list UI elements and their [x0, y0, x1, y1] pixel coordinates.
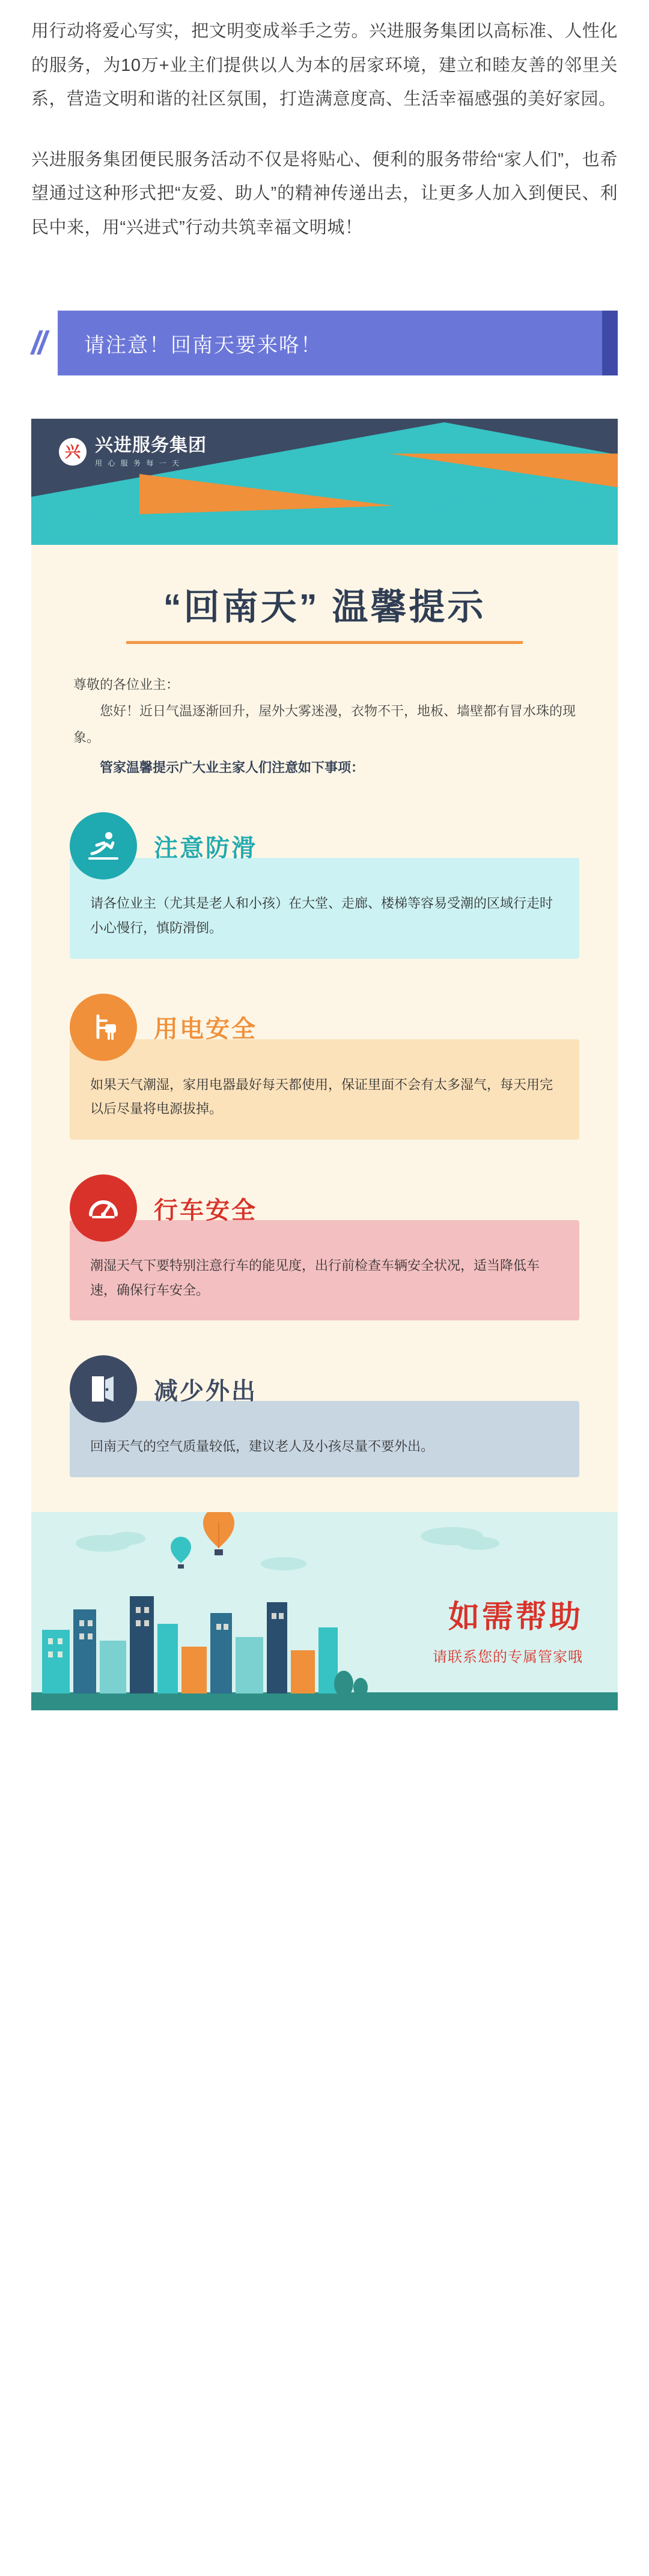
speedometer-icon	[70, 1174, 137, 1242]
tip-title: 行车安全	[154, 1197, 257, 1224]
poster-banner	[31, 419, 618, 545]
hot-air-balloon-small-icon	[171, 1537, 191, 1569]
slash-decoration: //	[31, 325, 45, 362]
tip-title: 用电安全	[154, 1016, 257, 1043]
poster	[31, 419, 618, 1710]
cloud-shapes	[76, 1527, 499, 1570]
footer-headline: 如需帮助	[448, 1600, 583, 1635]
banner-wedge-dark-right	[425, 419, 618, 455]
brand-logo	[59, 436, 207, 468]
brand-slogan: 用 心 服 务 每 一 天	[95, 459, 181, 468]
logo-mark-icon	[59, 438, 87, 466]
tip-item	[70, 1174, 579, 1320]
tips-list	[31, 812, 618, 1477]
footer-help-block	[433, 1591, 583, 1666]
tip-header	[70, 1355, 579, 1423]
section-heading-text: 请注意！回南天要来咯！	[84, 333, 323, 357]
title-underline	[126, 641, 523, 644]
tip-body: 请各位业主（尤其是老人和小孩）在大堂、走廊、楼梯等容易受潮的区域行走时小心慢行，慎防滑倒。	[70, 858, 579, 958]
tip-body: 潮湿天气下要特别注意行车的能见度，出行前检查车辆安全状况，适当降低车速，确保行车安全。	[70, 1220, 579, 1320]
footer-subline: 请联系您的专属管家哦	[433, 1649, 583, 1666]
intro-paragraph-2: 兴进服务集团便民服务活动不仅是将贴心、便利的服务带给“家人们”，也希望通过这种形式把“友爱、助人”的精神传递出去，让更多人加入到便民、利民中来，用“兴进式”行动共筑幸福文明城！	[31, 150, 618, 237]
lead-body: 您好！近日气温逐渐回升，屋外大雾迷漫，衣物不干，地板、墙壁都有冒水珠的现象。	[73, 703, 576, 746]
tip-item	[70, 812, 579, 958]
brand-name: 兴进服务集团	[95, 436, 207, 456]
tip-item	[70, 994, 579, 1140]
logo-glyph: 兴	[64, 443, 81, 461]
tip-header	[70, 1174, 579, 1242]
lead-notice: 管家温馨提示广大业主家人们注意如下事项：	[100, 760, 365, 776]
power-plug-icon	[70, 994, 137, 1061]
hot-air-balloon-icon	[203, 1512, 234, 1555]
tip-header	[70, 994, 579, 1061]
tip-body: 如果天气潮湿，家用电器最好每天都使用，保证里面不会有太多湿气，每天用完以后尽量将电源拔掉。	[70, 1039, 579, 1140]
intro-section	[0, 0, 649, 245]
banner-wedge-orange-right	[389, 454, 618, 491]
logo-text	[95, 436, 207, 468]
section-heading-bar	[58, 311, 618, 375]
poster-lead	[73, 672, 576, 781]
city-skyline	[42, 1596, 368, 1697]
poster-title: “回南天” 温馨提示	[163, 587, 486, 628]
tip-title: 减少外出	[154, 1378, 257, 1405]
open-door-icon	[70, 1355, 137, 1423]
poster-footer	[31, 1512, 618, 1710]
tip-item	[70, 1355, 579, 1477]
section-heading	[0, 311, 649, 375]
tip-body: 回南天气的空气质量较低，建议老人及小孩尽量不要外出。	[70, 1401, 579, 1477]
tip-header	[70, 812, 579, 879]
lead-salutation: 尊敬的各位业主：	[73, 677, 180, 693]
tip-title: 注意防滑	[154, 834, 257, 861]
slip-warning-icon	[70, 812, 137, 879]
intro-paragraph-1: 用行动将爱心写实，把文明变成举手之劳。兴进服务集团以高标准、人性化的服务，为10万+业主们提供以人为本的居家环境，建立和睦友善的邻里关系，营造文明和谐的社区氛围，打造满意度高、生活幸福感强的美好家园。	[31, 22, 618, 109]
